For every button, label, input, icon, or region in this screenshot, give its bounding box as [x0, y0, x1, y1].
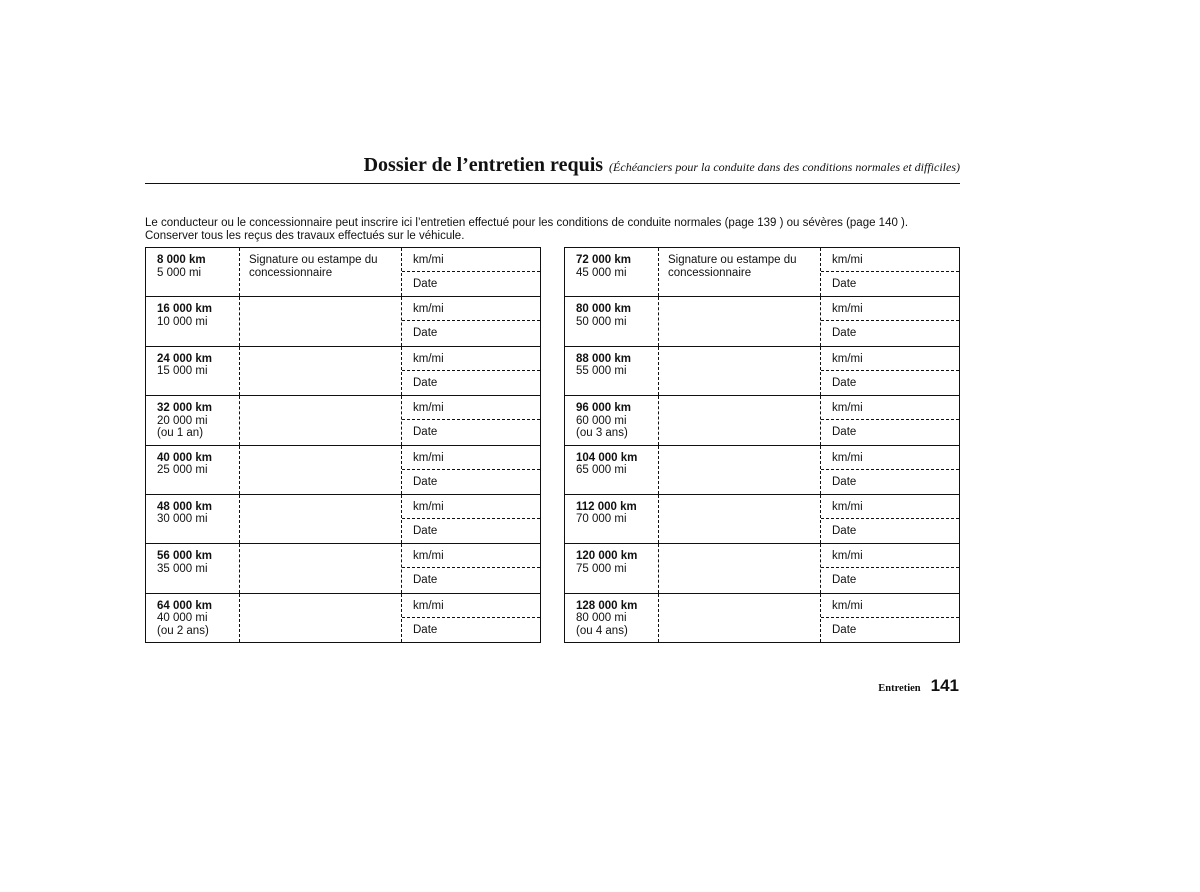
- date-label: Date: [413, 623, 438, 636]
- interval-km: 80 000 km: [576, 303, 631, 316]
- date-field[interactable]: [402, 568, 540, 592]
- interval-cell: [565, 494, 659, 543]
- date-label: Date: [832, 524, 857, 537]
- date-field[interactable]: [821, 568, 959, 592]
- interval-time-note: (ou 3 ans): [576, 427, 628, 440]
- date-field[interactable]: [821, 420, 959, 444]
- kmmi-field[interactable]: [402, 446, 540, 470]
- date-field[interactable]: [821, 519, 959, 543]
- entry-fields-cell: [821, 593, 960, 642]
- log-row: [565, 593, 960, 642]
- date-field[interactable]: [402, 618, 540, 642]
- interval-km: 32 000 km: [157, 402, 212, 415]
- kmmi-label: km/mi: [832, 599, 863, 612]
- entry-fields-cell: [402, 248, 541, 297]
- date-label: Date: [832, 278, 857, 290]
- kmmi-label: km/mi: [832, 550, 863, 563]
- date-label: Date: [413, 475, 438, 488]
- interval-cell: [146, 346, 240, 395]
- entry-fields-cell: [821, 494, 960, 543]
- signature-field[interactable]: [240, 593, 402, 642]
- date-field[interactable]: [402, 272, 540, 296]
- entry-fields-cell: [821, 445, 960, 494]
- entry-fields-cell: [402, 346, 541, 395]
- interval-cell: [565, 445, 659, 494]
- log-row: [146, 346, 541, 395]
- kmmi-label: km/mi: [413, 254, 444, 266]
- interval-mi: 15 000 mi: [157, 365, 208, 378]
- interval-mi: 20 000 mi: [157, 414, 208, 427]
- maintenance-log-table-left: [145, 247, 541, 643]
- signature-field[interactable]: [659, 494, 821, 543]
- interval-cell: [565, 346, 659, 395]
- kmmi-field[interactable]: [402, 248, 540, 272]
- kmmi-label: km/mi: [413, 500, 444, 513]
- date-field[interactable]: [402, 470, 540, 494]
- interval-mi: 70 000 mi: [576, 513, 627, 526]
- kmmi-field[interactable]: [821, 544, 959, 568]
- kmmi-label: km/mi: [832, 402, 863, 415]
- entry-fields-cell: [821, 544, 960, 593]
- date-label: Date: [413, 376, 438, 389]
- intro-text: [145, 217, 975, 243]
- date-field[interactable]: [821, 272, 959, 296]
- date-field[interactable]: [402, 371, 540, 395]
- signature-field[interactable]: [240, 297, 402, 346]
- log-row: [565, 396, 960, 445]
- section-name: Entretien: [878, 683, 921, 694]
- signature-field[interactable]: [240, 445, 402, 494]
- maintenance-log-table-right: [564, 247, 960, 643]
- signature-label: Signature ou estampe du concessionnaire: [249, 254, 378, 279]
- interval-cell: [146, 544, 240, 593]
- signature-field[interactable]: [240, 346, 402, 395]
- interval-km: 96 000 km: [576, 402, 631, 415]
- signature-field[interactable]: [240, 396, 402, 445]
- date-label: Date: [832, 327, 857, 340]
- interval-mi: 30 000 mi: [157, 513, 208, 526]
- kmmi-field[interactable]: [821, 297, 959, 321]
- kmmi-label: km/mi: [832, 451, 863, 464]
- log-row: [565, 544, 960, 593]
- kmmi-field[interactable]: [402, 396, 540, 420]
- signature-field[interactable]: [240, 544, 402, 593]
- entry-fields-cell: [402, 593, 541, 642]
- page-number: 141: [930, 676, 959, 695]
- interval-time-note: (ou 2 ans): [157, 624, 209, 637]
- kmmi-label: km/mi: [832, 254, 863, 266]
- interval-km: 112 000 km: [576, 500, 637, 513]
- entry-fields-cell: [402, 544, 541, 593]
- interval-km: 24 000 km: [157, 352, 212, 365]
- kmmi-label: km/mi: [413, 352, 444, 365]
- log-row: [146, 297, 541, 346]
- entry-fields-cell: [821, 396, 960, 445]
- log-row: [565, 297, 960, 346]
- signature-field[interactable]: [659, 593, 821, 642]
- kmmi-label: km/mi: [413, 550, 444, 563]
- kmmi-field[interactable]: [821, 248, 959, 272]
- signature-field[interactable]: [659, 396, 821, 445]
- interval-km: 72 000 km: [576, 254, 631, 266]
- interval-cell: [565, 248, 659, 297]
- log-row: [146, 445, 541, 494]
- page-header: [145, 150, 960, 184]
- date-label: Date: [832, 426, 857, 439]
- log-row: [146, 248, 541, 297]
- intro-line-1: Le conducteur ou le concessionnaire peut inscrire ici l’entretien effectué pour les conditions de conduite normales (page 139 ) ou sévères (page 140 ).: [145, 217, 909, 229]
- interval-mi: 80 000 mi: [576, 612, 627, 625]
- kmmi-field[interactable]: [402, 347, 540, 371]
- interval-km: 64 000 km: [157, 599, 212, 612]
- date-label: Date: [413, 327, 438, 340]
- kmmi-field[interactable]: [821, 396, 959, 420]
- log-row: [565, 248, 960, 297]
- date-label: Date: [413, 574, 438, 587]
- interval-mi: 45 000 mi: [576, 266, 627, 279]
- page-footer: [878, 676, 959, 696]
- date-label: Date: [413, 278, 438, 290]
- interval-km: 104 000 km: [576, 451, 638, 464]
- kmmi-field[interactable]: [821, 495, 959, 519]
- interval-cell: [146, 396, 240, 445]
- interval-time-note: (ou 1 an): [157, 427, 204, 440]
- interval-mi: 60 000 mi: [576, 414, 627, 427]
- log-row: [146, 396, 541, 445]
- page-subtitle: (Échéanciers pour la conduite dans des conditions normales et difficiles): [609, 160, 960, 174]
- date-field[interactable]: [821, 371, 959, 395]
- interval-km: 8 000 km: [157, 254, 206, 266]
- interval-cell: [146, 248, 240, 297]
- interval-km: 56 000 km: [157, 550, 212, 563]
- kmmi-field[interactable]: [821, 446, 959, 470]
- kmmi-label: km/mi: [832, 500, 863, 513]
- interval-mi: 5 000 mi: [157, 266, 202, 279]
- interval-cell: [565, 593, 659, 642]
- date-label: Date: [832, 623, 857, 636]
- kmmi-label: km/mi: [413, 303, 444, 316]
- date-label: Date: [832, 475, 857, 488]
- kmmi-label: km/mi: [413, 599, 444, 612]
- date-label: Date: [832, 376, 857, 389]
- entry-fields-cell: [821, 248, 960, 297]
- signature-field[interactable]: [659, 445, 821, 494]
- interval-km: 128 000 km: [576, 599, 638, 612]
- date-label: Date: [413, 524, 438, 537]
- signature-field[interactable]: [240, 248, 402, 297]
- kmmi-label: km/mi: [413, 402, 444, 415]
- log-row: [565, 445, 960, 494]
- interval-mi: 25 000 mi: [157, 464, 208, 477]
- interval-km: 120 000 km: [576, 550, 638, 563]
- entry-fields-cell: [402, 494, 541, 543]
- date-field[interactable]: [821, 618, 959, 642]
- entry-fields-cell: [821, 297, 960, 346]
- date-field[interactable]: [402, 519, 540, 543]
- kmmi-field[interactable]: [402, 495, 540, 519]
- log-row: [146, 593, 541, 642]
- signature-field[interactable]: [659, 297, 821, 346]
- entry-fields-cell: [402, 396, 541, 445]
- interval-mi: 55 000 mi: [576, 365, 627, 378]
- kmmi-label: km/mi: [832, 303, 863, 316]
- kmmi-field[interactable]: [821, 594, 959, 618]
- kmmi-label: km/mi: [832, 352, 863, 365]
- interval-cell: [565, 544, 659, 593]
- date-field[interactable]: [821, 321, 959, 345]
- interval-km: 88 000 km: [576, 352, 631, 365]
- kmmi-field[interactable]: [402, 594, 540, 618]
- signature-field[interactable]: [659, 544, 821, 593]
- date-field[interactable]: [402, 321, 540, 345]
- interval-mi: 65 000 mi: [576, 464, 627, 477]
- interval-cell: [565, 396, 659, 445]
- interval-cell: [146, 494, 240, 543]
- interval-mi: 75 000 mi: [576, 562, 627, 575]
- entry-fields-cell: [402, 445, 541, 494]
- log-row: [146, 494, 541, 543]
- entry-fields-cell: [821, 346, 960, 395]
- interval-mi: 40 000 mi: [157, 612, 208, 625]
- signature-field[interactable]: [659, 346, 821, 395]
- interval-mi: 50 000 mi: [576, 315, 627, 328]
- date-field[interactable]: [402, 420, 540, 444]
- interval-cell: [565, 297, 659, 346]
- log-row: [565, 494, 960, 543]
- date-label: Date: [413, 426, 438, 439]
- signature-label: Signature ou estampe du concessionnaire: [668, 254, 797, 279]
- kmmi-field[interactable]: [402, 297, 540, 321]
- interval-km: 48 000 km: [157, 500, 212, 513]
- date-label: Date: [832, 574, 857, 587]
- interval-cell: [146, 593, 240, 642]
- kmmi-field[interactable]: [402, 544, 540, 568]
- intro-line-2: Conserver tous les reçus des travaux effectués sur le véhicule.: [145, 230, 465, 242]
- kmmi-field[interactable]: [821, 347, 959, 371]
- interval-mi: 35 000 mi: [157, 562, 208, 575]
- log-row: [146, 544, 541, 593]
- interval-cell: [146, 445, 240, 494]
- signature-field[interactable]: [659, 248, 821, 297]
- interval-time-note: (ou 4 ans): [576, 624, 628, 637]
- kmmi-label: km/mi: [413, 451, 444, 464]
- entry-fields-cell: [402, 297, 541, 346]
- signature-field[interactable]: [240, 494, 402, 543]
- interval-km: 40 000 km: [157, 451, 212, 464]
- interval-mi: 10 000 mi: [157, 315, 208, 328]
- interval-km: 16 000 km: [157, 303, 212, 316]
- date-field[interactable]: [821, 470, 959, 494]
- page-title: Dossier de l’entretien requis: [363, 154, 604, 176]
- interval-cell: [146, 297, 240, 346]
- log-row: [565, 346, 960, 395]
